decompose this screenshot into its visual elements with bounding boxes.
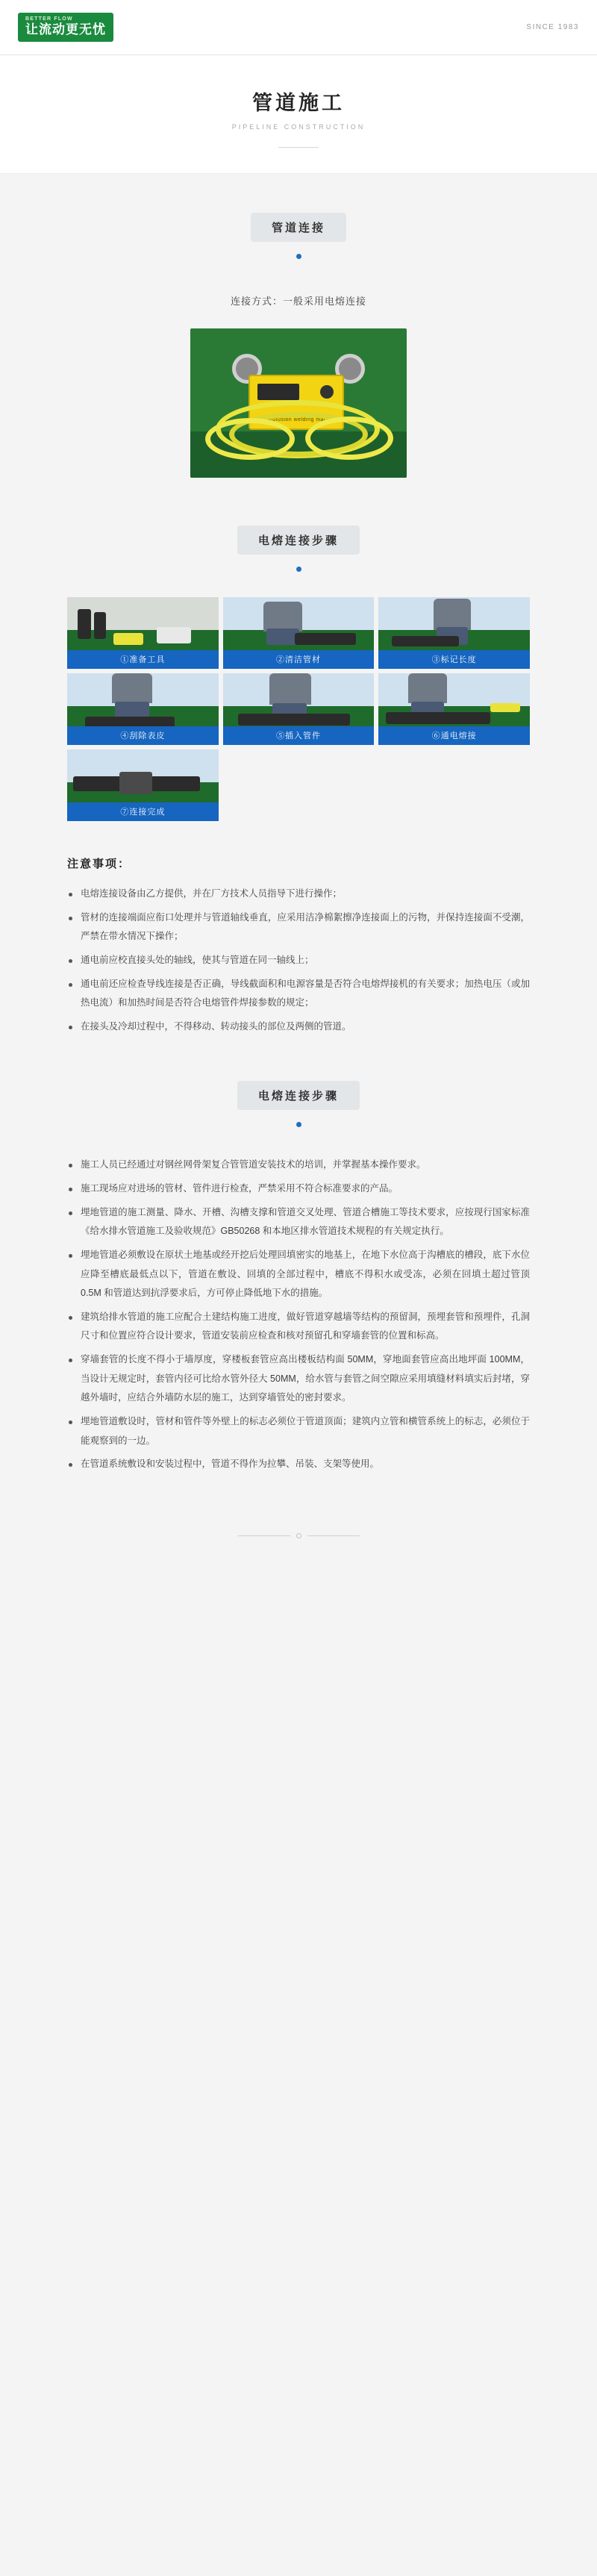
note-item: 管材的连接端面应衔口处理并与管道轴线垂直，应采用洁净棉絮擦净连接面上的污物，并保持连接面不受潮，严禁在带水情况下操作；: [67, 908, 530, 946]
step-photo-4: [67, 673, 219, 745]
step-photo-6: [378, 673, 530, 745]
requirement-item: 施工现场应对进场的管材、管件进行检查，严禁采用不符合标准要求的产品。: [67, 1179, 530, 1199]
step-caption-2: ②清洁管材: [223, 650, 375, 669]
steps-grid: [67, 597, 530, 745]
page-footer: [0, 1526, 597, 1540]
welder-knob: [320, 385, 334, 399]
step-photo-5: [223, 673, 375, 745]
note-item: 通电前应校直接头处的轴线，使其与管道在同一轴线上；: [67, 951, 530, 970]
section-fusion-steps: [0, 478, 597, 572]
section-dot-icon-3: [296, 1122, 301, 1127]
step-caption-5: ⑤插入管件: [223, 726, 375, 745]
section-fusion-steps-requirements: [0, 1041, 597, 1127]
section-dot-icon-2: [296, 567, 301, 572]
electrofusion-machine-photo: [190, 328, 407, 478]
welder-screen: [257, 384, 299, 400]
requirements-block: [67, 1156, 530, 1473]
footer-dot-icon: [296, 1533, 301, 1538]
section-heading-steps: 电熔连接步骤: [237, 526, 360, 555]
brand-logo: [18, 13, 113, 42]
note-item: 在接头及冷却过程中，不得移动、转动接头的部位及两侧的管道。: [67, 1017, 530, 1037]
step-caption-3: ③标记长度: [378, 650, 530, 669]
since-label: SINCE 1983: [526, 23, 579, 31]
footer-divider: [238, 1533, 360, 1538]
step-caption-6: ⑥通电熔接: [378, 726, 530, 745]
note-item: 通电前还应检查导线连接是否正确，导线截面积和电源容量是否符合电熔焊接机的有关要求；加热电压（或加热电流）和加热时间是否符合电熔管件焊接参数的规定；: [67, 975, 530, 1013]
logo-tagline-cn: 让流动更无忧: [25, 22, 106, 37]
requirement-item: 在管道系统敷设和安装过程中，管道不得作为拉攀、吊装、支架等使用。: [67, 1455, 530, 1474]
step-caption-4: ④刮除表皮: [67, 726, 219, 745]
requirement-item: 埋地管道敷设时，管材和管件等外壁上的标志必须位于管道顶面；建筑内立管和横管系统上的标志，必须位于能观察到的一边。: [67, 1412, 530, 1450]
footer-line-left: [238, 1535, 290, 1536]
notes-heading: 注意事项：: [67, 858, 131, 870]
step-photo-1: [67, 597, 219, 669]
section-pipe-connection: [0, 174, 597, 259]
requirement-item: 埋地管道必须敷设在原状土地基或经开挖后处理回填密实的地基上，在地下水位高于沟槽底的槽段，底下水位应降至槽底最低点以下，管道在敷设、回填的全部过程中，槽底不得积水或受冻，必须在回填土超过管顶 0.5M 和管道达到抗浮要求后，方可停止降低地下水的措施。: [67, 1246, 530, 1303]
requirement-item: 施工人员已经通过对钢丝网骨架复合管管道安装技术的培训，并掌握基本操作要求。: [67, 1156, 530, 1175]
requirements-list: [67, 1156, 530, 1473]
page-title-en: PIPELINE CONSTRUCTION: [231, 123, 366, 131]
title-divider: [278, 147, 319, 148]
cable-coil-4: [305, 417, 393, 460]
section-heading-steps-2: 电熔连接步骤: [237, 1081, 360, 1110]
logo-tagline-en: BETTER FLOW: [25, 16, 73, 22]
notes-list: [67, 885, 530, 1036]
connection-mode-text: 连接方式：一般采用电熔连接: [230, 296, 366, 307]
note-item: 电熔连接设备由乙方提供，并在厂方技术人员指导下进行操作；: [67, 885, 530, 904]
step-photo-3: [378, 597, 530, 669]
step-caption-1: ①准备工具: [67, 650, 219, 669]
requirement-item: 穿墙套管的长度不得小于墙厚度，穿楼板套管应高出楼板结构面 50MM，穿地面套管应高出地坪面 100MM，当设计无规定时，套管内径可比给水管外径大 50MM，给水管与套管之间空隙应采用填缝材料填实后封堵，穿越外墙时，应结合外墙防水层的施工，达到穿墙管处的密封要求。: [67, 1350, 530, 1408]
footer-line-right: [307, 1535, 360, 1536]
welder-brand-label: electrofusion welding machine: [257, 417, 339, 422]
requirement-item: 埋地管道的施工测量、降水、开槽、沟槽支撑和管道交叉处理、管道合槽施工等技术要求，应按现行国家标准《给水排水管道施工及验收规范》GB50268 和本地区排水管道技术规程的有关规定执行。: [67, 1203, 530, 1241]
logo-badge: [18, 13, 113, 42]
step-photo-2: [223, 597, 375, 669]
requirement-item: 建筑给排水管道的施工应配合土建结构施工进度，做好管道穿越墙等结构的预留洞，预埋套管和预埋件，孔洞尺寸和位置应符合设计要求，管道安装前应检查和核对预留孔和穿墙套管的位置和标高。: [67, 1308, 530, 1346]
step-caption-7: ⑦连接完成: [67, 802, 219, 821]
page-title: 管道施工: [252, 92, 345, 114]
section-dot-icon: [296, 254, 301, 259]
section-heading-connection: 管道连接: [251, 213, 346, 242]
steps-grid-last-row: [67, 749, 530, 821]
notes-block: [67, 855, 530, 1036]
cable-coil-3: [205, 418, 295, 460]
page-header: [0, 0, 597, 55]
step-photo-7: [67, 749, 219, 821]
page-title-block: [0, 55, 597, 174]
